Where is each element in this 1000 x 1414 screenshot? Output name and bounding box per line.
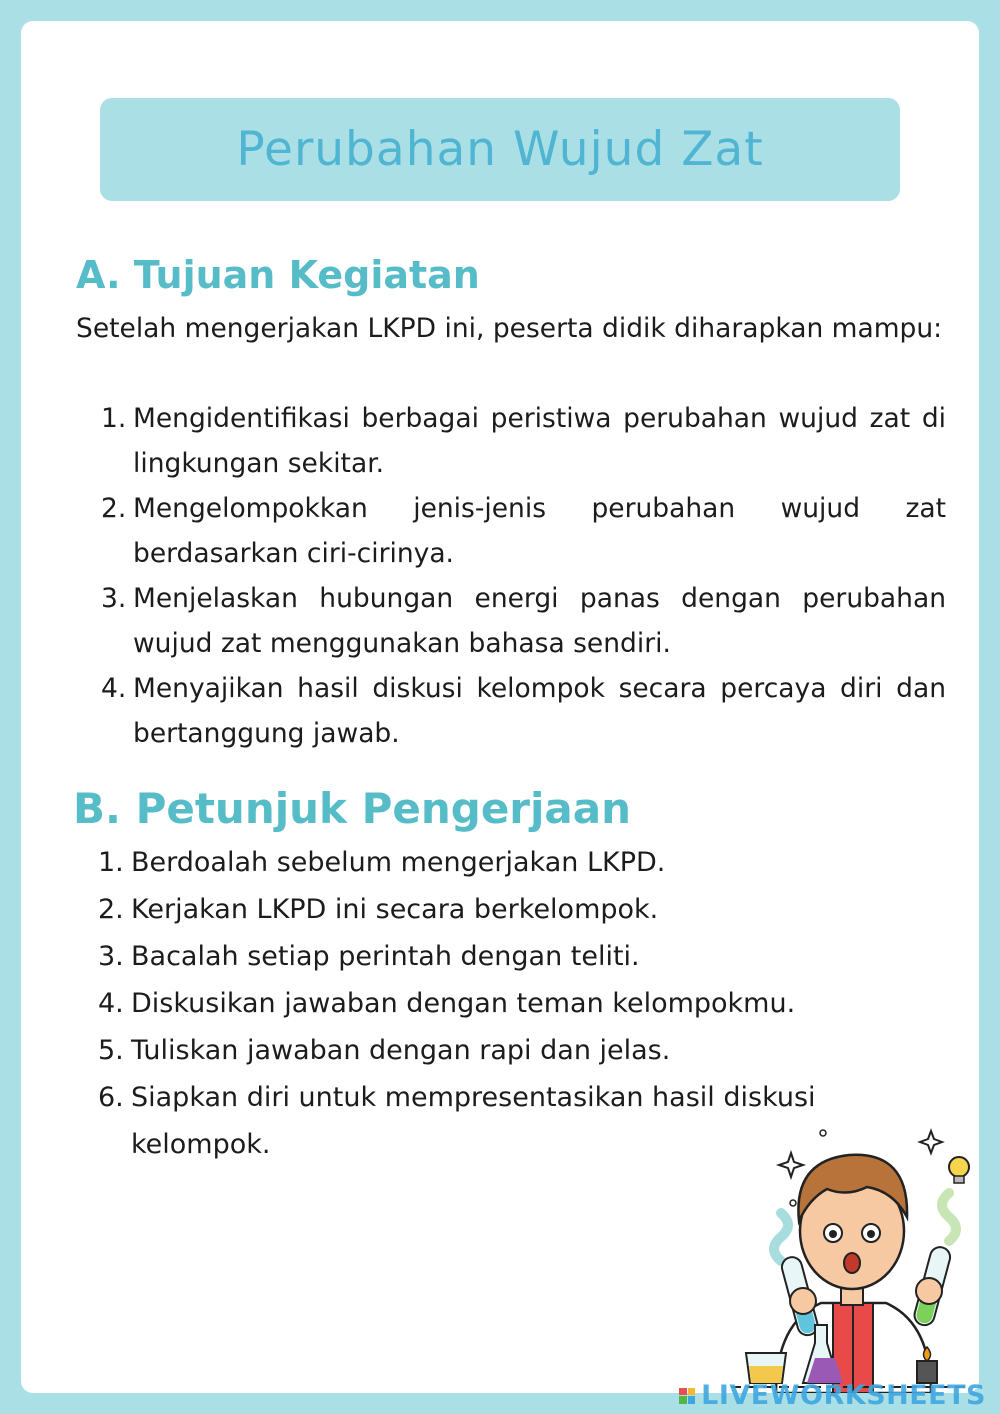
badge-square-yellow [688, 1388, 696, 1396]
list-number: 4. [101, 673, 127, 704]
list-item [101, 666, 946, 756]
list-number: 5. [98, 1035, 124, 1066]
list-text: Tuliskan jawaban dengan rapi dan jelas. [131, 1035, 671, 1066]
list-number: 2. [101, 493, 127, 524]
list-number: 3. [101, 583, 127, 614]
badge-square-green [679, 1396, 687, 1404]
list-number: 3. [98, 941, 124, 972]
list-item [98, 886, 958, 933]
section-a-intro: Setelah mengerjakan LKPD ini, peserta didik diharapkan mampu: [76, 313, 943, 344]
scientist-kid-with-test-tubes-icon [721, 1091, 979, 1393]
list-text: Siapkan diri untuk mempresentasikan hasil diskusi kelompok. [131, 1082, 816, 1160]
list-text: Kerjakan LKPD ini secara berkelompok. [131, 894, 659, 925]
list-item [101, 396, 946, 486]
section-a-heading: A. Tujuan Kegiatan [76, 253, 480, 297]
list-number: 2. [98, 894, 124, 925]
list-number: 6. [98, 1082, 124, 1113]
goals-list [101, 396, 946, 756]
page-title: Perubahan Wujud Zat [236, 122, 764, 177]
list-text: Bacalah setiap perintah dengan teliti. [131, 941, 640, 972]
list-item [98, 1027, 958, 1074]
list-text: Mengelompokkan jenis-jenis perubahan wujud zat berdasarkan ciri-cirinya. [133, 493, 946, 569]
list-item [98, 980, 958, 1027]
list-item [101, 486, 946, 576]
liveworksheets-logo [679, 1380, 986, 1411]
list-text: Diskusikan jawaban dengan teman kelompokmu. [131, 988, 796, 1019]
title-banner [100, 98, 900, 201]
list-item [98, 839, 958, 886]
list-item [98, 933, 958, 980]
list-text: Mengidentifikasi berbagai peristiwa perubahan wujud zat di lingkungan sekitar. [133, 403, 946, 479]
list-number: 1. [98, 847, 124, 878]
badge-square-blue [688, 1396, 696, 1404]
logo-text: LIVEWORKSHEETS [701, 1380, 986, 1411]
list-text: Menyajikan hasil diskusi kelompok secara percaya diri dan bertanggung jawab. [133, 673, 946, 749]
logo-badge-icon [679, 1388, 695, 1404]
worksheet-page [21, 21, 979, 1393]
section-b-heading: B. Petunjuk Pengerjaan [73, 784, 631, 833]
list-item [101, 576, 946, 666]
list-number: 1. [101, 403, 127, 434]
badge-square-red [679, 1388, 687, 1396]
list-text: Berdoalah sebelum mengerjakan LKPD. [131, 847, 666, 878]
list-number: 4. [98, 988, 124, 1019]
list-text: Menjelaskan hubungan energi panas dengan perubahan wujud zat menggunakan bahasa sendiri. [133, 583, 946, 659]
